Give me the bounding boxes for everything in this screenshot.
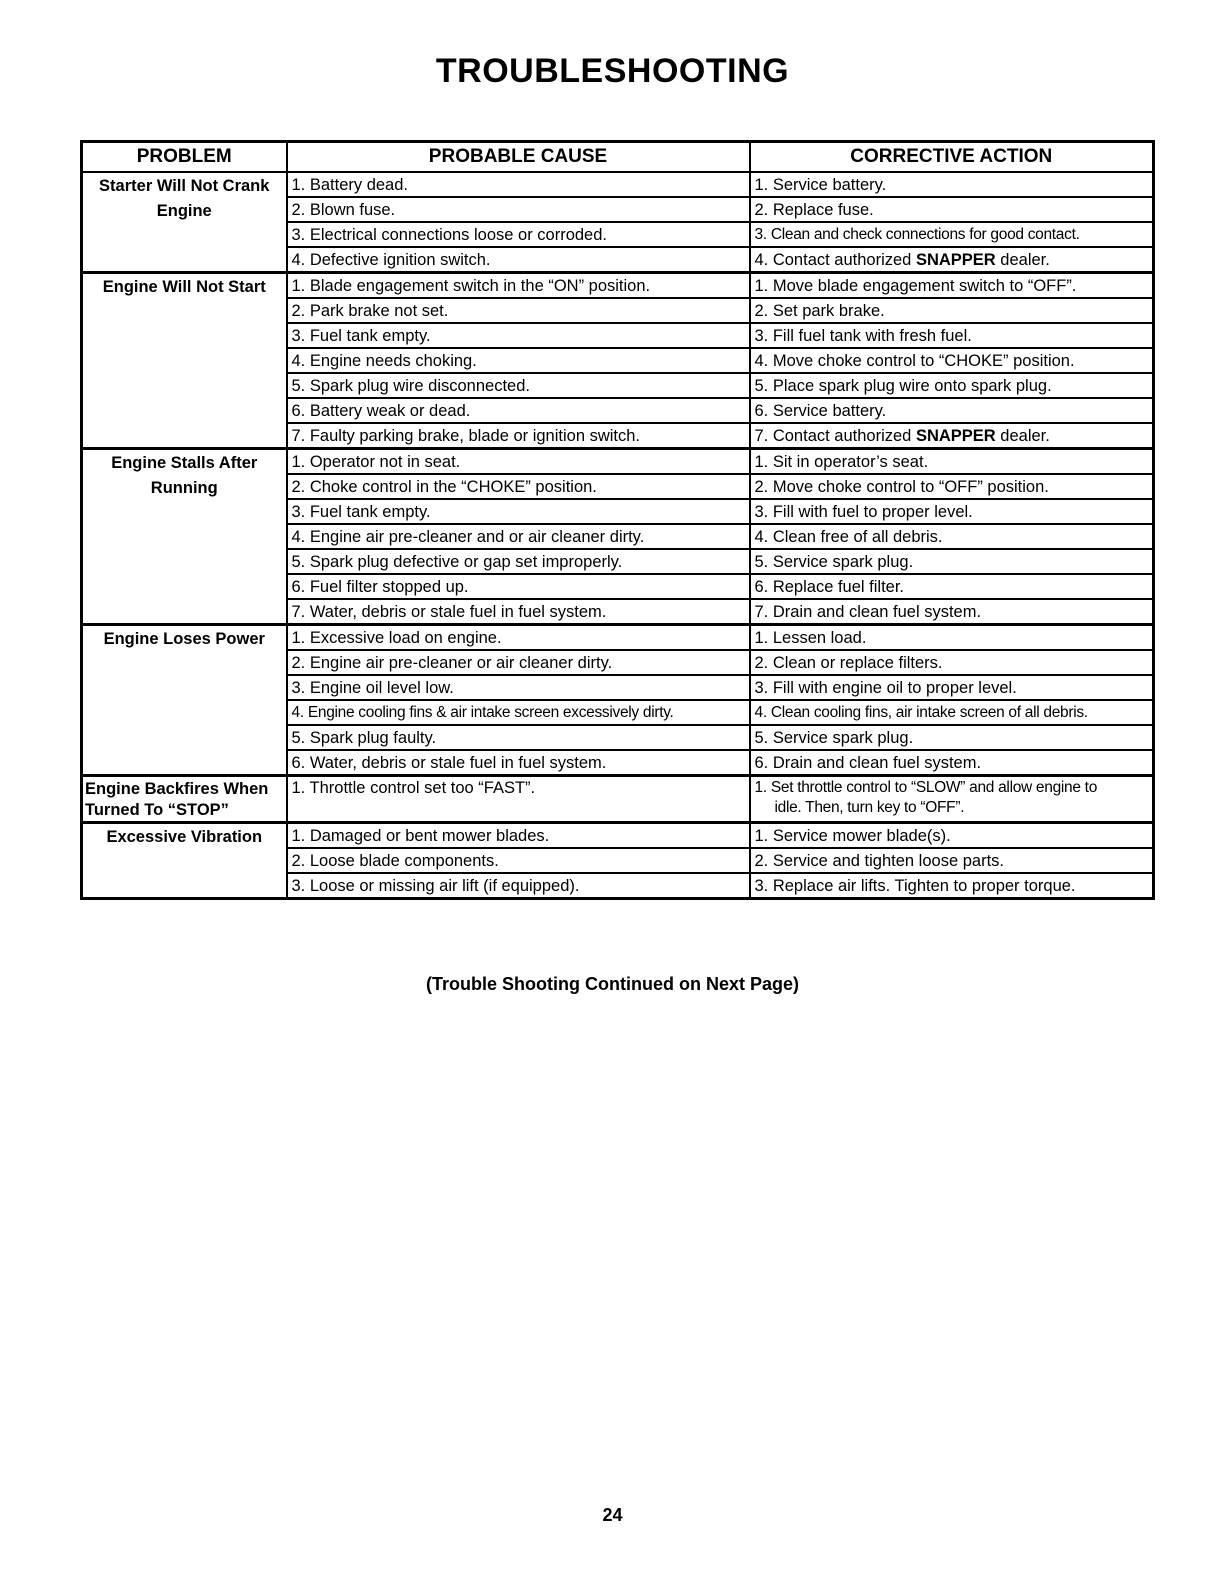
cause-cell: 1. Blade engagement switch in the “ON” position. <box>287 273 750 299</box>
problem-cell: Engine Loses Power <box>82 625 287 776</box>
action-cell: 2. Clean or replace filters. <box>750 650 1154 675</box>
cause-cell: 4. Defective ignition switch. <box>287 247 750 273</box>
action-text: dealer. <box>995 250 1050 269</box>
continued-note: (Trouble Shooting Continued on Next Page) <box>426 974 799 994</box>
page-number: 24 <box>602 1505 623 1525</box>
action-cell: 2. Move choke control to “OFF” position. <box>750 474 1154 499</box>
action-cell: 3. Fill with engine oil to proper level. <box>750 675 1154 700</box>
action-cell: 7. Drain and clean fuel system. <box>750 599 1154 625</box>
table-row <box>82 625 1154 651</box>
action-cell: 6. Drain and clean fuel system. <box>750 750 1154 776</box>
action-cell: 6. Service battery. <box>750 398 1154 423</box>
cause-cell: 7. Water, debris or stale fuel in fuel system. <box>287 599 750 625</box>
cause-cell: 4. Engine cooling fins & air intake screen excessively dirty. <box>287 700 750 725</box>
troubleshooting-table <box>80 140 1155 900</box>
action-cell: 1. Sit in operator’s seat. <box>750 449 1154 475</box>
cause-cell: 3. Engine oil level low. <box>287 675 750 700</box>
action-cell: 5. Service spark plug. <box>750 725 1154 750</box>
cause-cell: 6. Battery weak or dead. <box>287 398 750 423</box>
header-corrective-action: CORRECTIVE ACTION <box>750 142 1154 173</box>
action-cell: 3. Fill fuel tank with fresh fuel. <box>750 323 1154 348</box>
action-cell <box>750 776 1154 823</box>
action-cell: 3. Replace air lifts. Tighten to proper torque. <box>750 873 1154 899</box>
cause-cell: 1. Battery dead. <box>287 172 750 197</box>
cause-cell: 7. Faulty parking brake, blade or ignition switch. <box>287 423 750 449</box>
cause-cell: 3. Fuel tank empty. <box>287 323 750 348</box>
action-cell: 1. Move blade engagement switch to “OFF”. <box>750 273 1154 299</box>
problem-cell: Engine Backfires When Turned To “STOP” <box>82 776 287 823</box>
action-text: dealer. <box>995 426 1050 445</box>
action-continuation: idle. Then, turn key to “OFF”. <box>774 799 965 816</box>
header-problem: PROBLEM <box>82 142 287 173</box>
cause-cell: 4. Engine air pre-cleaner and or air cleaner dirty. <box>287 524 750 549</box>
action-cell: 4. Clean free of all debris. <box>750 524 1154 549</box>
cause-cell: 4. Engine needs choking. <box>287 348 750 373</box>
action-cell: 4. Clean cooling fins, air intake screen of all debris. <box>750 700 1154 725</box>
problem-cell: Engine Will Not Start <box>82 273 287 449</box>
action-cell: 5. Service spark plug. <box>750 549 1154 574</box>
action-cell: 1. Service battery. <box>750 172 1154 197</box>
table-row <box>82 776 1154 823</box>
cause-cell: 1. Throttle control set too “FAST”. <box>287 776 750 823</box>
action-cell: 1. Lessen load. <box>750 625 1154 651</box>
action-cell: 3. Clean and check connections for good contact. <box>750 222 1154 247</box>
cause-cell: 1. Operator not in seat. <box>287 449 750 475</box>
brand-name: SNAPPER <box>915 426 996 445</box>
cause-cell: 2. Choke control in the “CHOKE” position. <box>287 474 750 499</box>
brand-name: SNAPPER <box>915 250 996 269</box>
cause-cell: 6. Fuel filter stopped up. <box>287 574 750 599</box>
action-cell <box>750 423 1154 449</box>
cause-cell: 6. Water, debris or stale fuel in fuel system. <box>287 750 750 776</box>
problem-cell: Excessive Vibration <box>82 823 287 899</box>
table-row <box>82 449 1154 475</box>
action-text: 7. Contact authorized <box>754 426 916 445</box>
problem-cell: Starter Will Not Crank Engine <box>82 172 287 273</box>
action-cell: 3. Fill with fuel to proper level. <box>750 499 1154 524</box>
cause-cell: 3. Fuel tank empty. <box>287 499 750 524</box>
action-cell: 2. Set park brake. <box>750 298 1154 323</box>
cause-cell: 2. Engine air pre-cleaner or air cleaner dirty. <box>287 650 750 675</box>
cause-cell: 1. Damaged or bent mower blades. <box>287 823 750 849</box>
cause-cell: 2. Loose blade components. <box>287 848 750 873</box>
cause-cell: 5. Spark plug faulty. <box>287 725 750 750</box>
header-probable-cause: PROBABLE CAUSE <box>287 142 750 173</box>
table-row <box>82 172 1154 197</box>
cause-cell: 3. Loose or missing air lift (if equipped). <box>287 873 750 899</box>
action-cell: 6. Replace fuel filter. <box>750 574 1154 599</box>
action-cell: 4. Move choke control to “CHOKE” position. <box>750 348 1154 373</box>
table-row <box>82 273 1154 299</box>
cause-cell: 1. Excessive load on engine. <box>287 625 750 651</box>
action-cell: 2. Replace fuse. <box>750 197 1154 222</box>
action-cell <box>750 247 1154 273</box>
page-title: TROUBLESHOOTING <box>435 52 790 90</box>
cause-cell: 2. Blown fuse. <box>287 197 750 222</box>
action-text: 4. Contact authorized <box>754 250 916 269</box>
cause-cell: 3. Electrical connections loose or corroded. <box>287 222 750 247</box>
problem-cell: Engine Stalls After Running <box>82 449 287 625</box>
table-header-row <box>82 142 1154 173</box>
action-text: 1. Set throttle control to “SLOW” and allow engine to <box>754 779 1098 796</box>
cause-cell: 5. Spark plug defective or gap set improperly. <box>287 549 750 574</box>
action-cell: 2. Service and tighten loose parts. <box>750 848 1154 873</box>
action-cell: 1. Service mower blade(s). <box>750 823 1154 849</box>
cause-cell: 2. Park brake not set. <box>287 298 750 323</box>
cause-cell: 5. Spark plug wire disconnected. <box>287 373 750 398</box>
action-cell: 5. Place spark plug wire onto spark plug. <box>750 373 1154 398</box>
table-row <box>82 823 1154 849</box>
